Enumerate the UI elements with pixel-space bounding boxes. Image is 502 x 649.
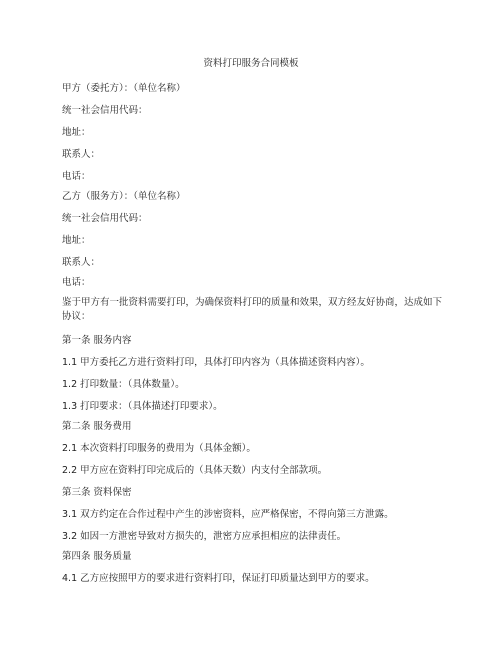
party-b-contact: 联系人： — [62, 257, 101, 268]
clause-text: 甲方委托乙方进行资料打印，具体打印内容为（具体描述资料内容）。 — [77, 357, 370, 368]
clause-number: 3.2 — [62, 531, 78, 542]
clause-text: 打印数量：（具体数量）。 — [77, 379, 185, 390]
party-b-title: 乙方（服务方）：（单位名称） — [62, 191, 186, 202]
party-a-title: 甲方（委托方）：（单位名称） — [62, 83, 186, 94]
document-title: 资料打印服务合同模板 — [203, 58, 299, 69]
clause-number: 1.2 — [62, 379, 78, 390]
clause-3-1 — [62, 508, 394, 521]
party-b-address: 地址： — [62, 235, 91, 246]
party-b-credit-code: 统一社会信用代码： — [62, 213, 148, 224]
article-1-heading: 第一条 服务内容 — [62, 335, 132, 346]
clause-1-1 — [62, 356, 370, 369]
clause-number: 4.1 — [62, 573, 78, 584]
clause-text: 甲方应在资料打印完成后的（具体天数）内支付全部款项。 — [77, 465, 328, 476]
clause-number: 3.1 — [62, 509, 78, 520]
clause-2-1 — [62, 442, 256, 455]
clause-text: 乙方应按照甲方的要求进行资料打印，保证打印质量达到甲方的要求。 — [77, 573, 375, 584]
article-3-heading: 第三条 资料保密 — [62, 487, 132, 498]
clause-3-2 — [62, 530, 346, 543]
party-a-credit-code: 统一社会信用代码： — [62, 105, 148, 116]
clause-number: 2.2 — [62, 465, 78, 476]
clause-2-2 — [62, 464, 327, 477]
article-2-heading: 第二条 服务费用 — [62, 421, 132, 432]
preamble-paragraph: 鉴于甲方有一批资料需要打印，为确保资料打印的质量和效果，双方经友好协商，达成如下协议： — [62, 297, 443, 322]
clause-number: 1.1 — [62, 357, 78, 368]
party-b-phone: 电话： — [62, 277, 91, 288]
clause-number: 2.1 — [62, 443, 78, 454]
clause-1-2 — [62, 378, 185, 391]
clause-1-3 — [62, 400, 223, 413]
party-a-contact: 联系人： — [62, 149, 101, 160]
clause-text: 打印要求：（具体描述打印要求）。 — [77, 401, 223, 412]
party-a-phone: 电话： — [62, 171, 91, 182]
clause-4-1 — [62, 572, 375, 585]
clause-text: 本次资料打印服务的费用为（具体金额）。 — [77, 443, 256, 454]
clause-text: 如因一方泄密导致对方损失的，泄密方应承担相应的法律责任。 — [77, 531, 347, 542]
party-a-address: 地址： — [62, 127, 91, 138]
article-4-heading: 第四条 服务质量 — [62, 551, 132, 562]
clause-number: 1.3 — [62, 401, 78, 412]
clause-text: 双方约定在合作过程中产生的涉密资料，应严格保密，不得向第三方泄露。 — [77, 509, 394, 520]
